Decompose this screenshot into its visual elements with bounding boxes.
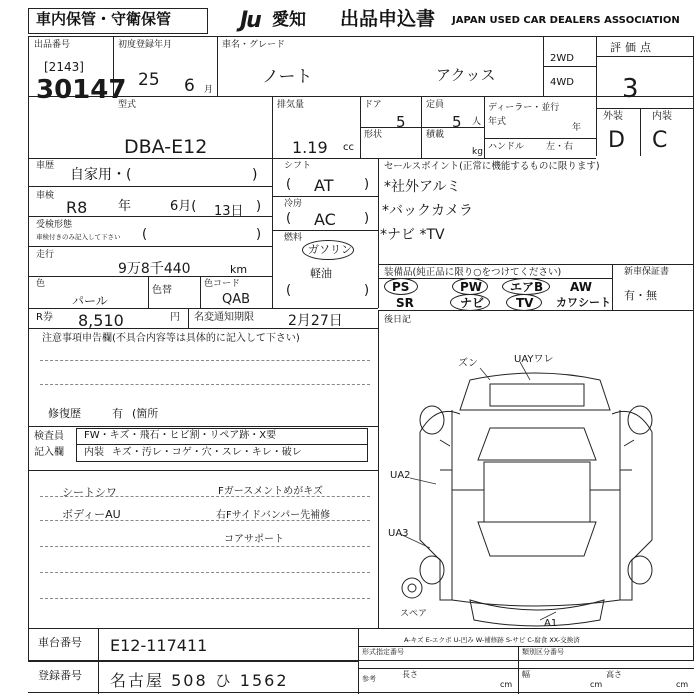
inspection-era: R8: [66, 198, 88, 217]
dimension-height: 高さ: [606, 670, 622, 679]
equip-airbag: エアB: [510, 280, 544, 294]
notes-label: 注意事項申告欄(不具合内容等は具体的に記入して下さい): [42, 333, 300, 344]
cooling-close: ): [364, 211, 370, 226]
color-label: 色: [36, 279, 46, 289]
registration-month-unit: 月: [204, 85, 214, 95]
inspector-interior-row: キズ・汚レ・コゲ・穴・スレ・キレ・破レ: [112, 447, 302, 458]
shift-open: (: [286, 177, 292, 192]
exterior-grade: D: [608, 128, 625, 153]
diagram-mark-4: UA3: [388, 528, 409, 539]
inspection-label: 車検: [36, 191, 55, 201]
notice-value: 2月27日: [288, 313, 343, 329]
diagram-mark-1: ズン: [458, 358, 478, 369]
equipment-label: 装備品(純正品に限り○をつけてください): [384, 267, 562, 278]
shape-label: 形状: [364, 130, 383, 140]
lot-label: 出品番号: [34, 40, 71, 50]
car-name-label: 車名・グレード: [222, 40, 286, 50]
sales-points-label: セールスポイント(正常に機能するものに限ります): [384, 161, 600, 172]
comment-right-1: Fガースメントめがキズ: [218, 486, 324, 497]
model-value: DBA-E12: [124, 136, 208, 158]
sales-point-1: *社外アルミ: [384, 179, 461, 195]
inspector-exterior-row: FW・キズ・飛石・ヒビ割・リペア跡・X要: [84, 430, 277, 441]
plate-label: 登録番号: [38, 669, 82, 682]
drive-4wd: 4WD: [550, 77, 574, 88]
displacement-label: 排気量: [277, 100, 305, 110]
equip-navi: ナビ: [460, 296, 485, 310]
equip-sr: SR: [396, 296, 414, 310]
fuel-gasoline: ガソリン: [308, 243, 352, 256]
fuel-diesel: 軽油: [310, 267, 332, 280]
capacity-value: 5: [452, 113, 462, 131]
dimension-length: 長さ: [402, 670, 418, 679]
handle-label: ハンドル: [488, 142, 525, 152]
logo-mark: Ju: [240, 8, 260, 33]
equip-aw: AW: [570, 280, 592, 294]
history-close: ): [252, 167, 258, 183]
form-title: 出品申込書: [340, 8, 436, 30]
color-repaint-label: 色替: [152, 285, 172, 296]
inspection-close: ): [256, 199, 262, 214]
recycle-value: 8,510: [78, 311, 124, 330]
storage-badge-text: 車内保管・守衛保管: [36, 10, 172, 28]
year-style-label: 年式: [488, 117, 507, 127]
type-designation-label: 形式指定番号: [362, 648, 404, 656]
drive-2wd: 2WD: [550, 53, 574, 64]
doors-label: ドア: [364, 100, 382, 110]
history-label: 車歴: [36, 161, 55, 171]
doors-value: 5: [396, 113, 406, 131]
load-unit: kg: [472, 147, 483, 157]
interior-label: 内装: [652, 111, 672, 122]
diagram-label: 後日記: [384, 315, 412, 325]
chassis-label: 車台番号: [38, 636, 82, 649]
logo-region: 愛知: [272, 10, 306, 30]
inspection-year-unit: 年: [118, 199, 132, 214]
association-name: JAPAN USED CAR DEALERS ASSOCIATION: [452, 15, 680, 26]
diagram-mark-2: UAYワレ: [514, 354, 554, 365]
cooling-open: (: [286, 211, 292, 226]
plate-value: 名古屋 508 ひ 1562: [110, 671, 289, 690]
acceptance-label: 受検形態: [36, 220, 73, 230]
acceptance-open: (: [142, 227, 148, 242]
repair-label: 修復歴: [48, 407, 81, 420]
inspection-day: 13日: [214, 204, 244, 219]
handle-lr: 左・右: [546, 142, 574, 152]
comment-right-3: コアサポート: [224, 534, 284, 545]
shift-value: AT: [314, 176, 334, 195]
rating-score: 3: [622, 74, 639, 104]
cooling-value: AC: [314, 210, 336, 229]
inspector-entry-label: 記入欄: [34, 447, 64, 458]
dimension-note: 参考: [362, 675, 376, 683]
capacity-label: 定員: [426, 100, 445, 110]
recycle-label: R券: [36, 312, 53, 323]
car-grade: アクッス: [436, 66, 496, 84]
inspection-month: 6月(: [170, 199, 197, 214]
mileage-value: 9万8千440: [118, 261, 191, 277]
diagram-mark-6: A1: [544, 618, 558, 629]
lot-bracket-number: [2143]: [44, 60, 84, 74]
acceptance-note: 車検付きのみ記入して下さい: [36, 233, 121, 241]
capacity-unit: 人: [472, 117, 482, 127]
year-style-unit: 年: [572, 123, 582, 133]
acceptance-close: ): [256, 227, 262, 242]
dealer-label: ディーラー・並行: [488, 103, 560, 113]
repair-value: 有: [112, 407, 123, 420]
diagram-legend: A-キズ E-エクボ U-凹み W-補修跡 S-サビ C-腐食 XX-交換済: [404, 636, 580, 644]
color-code-label: 色コード: [204, 279, 241, 289]
rating-label: 評価点: [610, 41, 655, 54]
shift-close: ): [364, 177, 370, 192]
interior-grade: C: [652, 128, 668, 153]
sales-point-2: *バックカメラ: [382, 203, 473, 219]
cooling-label: 冷房: [284, 199, 303, 209]
exterior-label: 外装: [603, 111, 623, 122]
dimension-length-unit: cm: [500, 680, 513, 689]
fuel-close: ): [364, 283, 370, 298]
sales-point-3: *ナビ *TV: [380, 227, 445, 243]
new-warranty-value: 有・無: [624, 289, 657, 302]
color-code: QAB: [222, 292, 251, 307]
recycle-unit: 円: [170, 312, 180, 323]
shift-label: シフト: [284, 161, 312, 171]
registration-month: 6: [184, 76, 195, 96]
color-value: パール: [72, 294, 108, 308]
comment-right-2: 右Fサイドバンパー先補修: [216, 510, 331, 521]
dimension-height-unit: cm: [676, 680, 689, 689]
inspector-interior-label: 内装: [84, 447, 104, 458]
registration-year: 25: [138, 70, 160, 90]
chassis-value: E12-117411: [110, 636, 208, 655]
displacement-unit: cc: [343, 142, 354, 153]
inspector-label: 検査員: [34, 431, 64, 442]
equip-ps: PS: [392, 280, 410, 294]
history-value: 自家用・(: [70, 167, 132, 183]
notice-label: 名変通知期限: [194, 312, 254, 323]
repair-place: (箇所: [132, 407, 159, 420]
dimension-width: 幅: [522, 670, 530, 679]
equip-tv: TV: [516, 296, 534, 310]
fuel-open: (: [286, 283, 292, 298]
equip-leather-seat: カワシート: [556, 296, 611, 309]
mileage-label: 走行: [36, 250, 55, 260]
fuel-label: 燃料: [284, 233, 303, 243]
model-label: 型式: [118, 100, 137, 110]
comment-left-2: ボディーAU: [62, 508, 121, 521]
category-number-label: 類別区分番号: [522, 648, 564, 656]
equip-pw: PW: [460, 280, 483, 294]
car-name: ノート: [262, 67, 313, 87]
dimension-width-unit: cm: [590, 680, 603, 689]
diagram-mark-5: スペア: [400, 609, 428, 619]
diagram-mark-3: UA2: [390, 470, 411, 481]
new-warranty-label: 新車保証書: [624, 267, 670, 277]
registration-label: 初度登録年月: [118, 40, 173, 50]
comment-left-1: シートシワ: [62, 486, 117, 499]
load-label: 積載: [426, 130, 445, 140]
displacement-value: 1.19: [292, 138, 328, 157]
mileage-unit: km: [230, 263, 248, 276]
